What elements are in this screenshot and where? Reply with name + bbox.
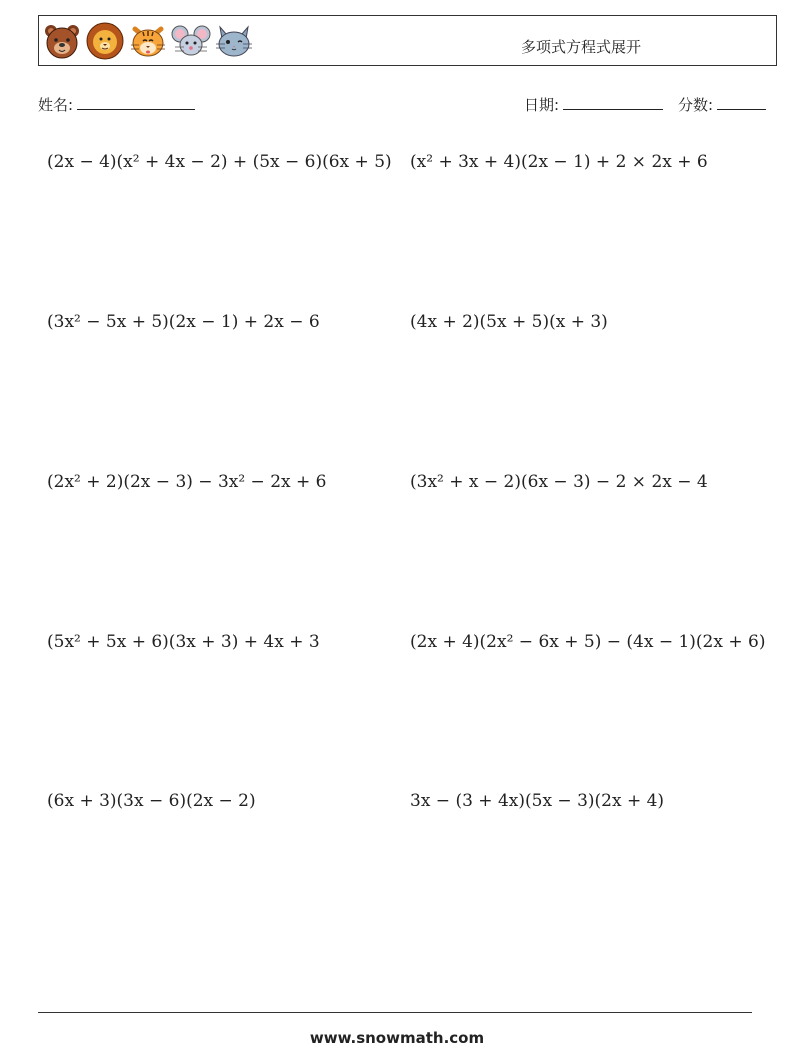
score-label: 分数: [678,96,714,114]
problem-4: (4x + 2)(5x + 5)(x + 3) [410,312,608,332]
footer-divider [38,1012,752,1013]
date-line[interactable] [563,95,663,110]
bear-icon [42,21,82,61]
worksheet-title: 多项式方程式展开 [521,38,642,56]
problem-2: (x² + 3x + 4)(2x − 1) + 2 × 2x + 6 [410,152,708,172]
problem-3: (3x² − 5x + 5)(2x − 1) + 2x − 6 [47,312,320,332]
problem-6: (3x² + x − 2)(6x − 3) − 2 × 2x − 4 [410,472,708,492]
score-line[interactable] [717,95,766,110]
problem-7: (5x² + 5x + 6)(3x + 3) + 4x + 3 [47,632,320,652]
problem-8: (2x + 4)(2x² − 6x + 5) − (4x − 1)(2x + 6) [410,632,766,652]
name-line[interactable] [77,95,195,110]
problem-1: (2x − 4)(x² + 4x − 2) + (5x − 6)(6x + 5) [47,152,392,172]
worksheet-header [38,15,777,66]
footer-url[interactable]: www.snowmath.com [309,1029,485,1047]
cat-icon [214,21,254,61]
problem-10: 3x − (3 + 4x)(5x − 3)(2x + 4) [410,791,665,811]
animal-icons [42,21,254,61]
date-field [524,94,663,115]
problem-9: (6x + 3)(3x − 6)(2x − 2) [47,791,256,811]
tiger-icon [128,21,168,61]
name-label: 姓名: [38,96,74,114]
problem-5: (2x² + 2)(2x − 3) − 3x² − 2x + 6 [47,472,327,492]
mouse-icon [171,21,211,61]
score-field [678,94,766,115]
name-field [38,94,195,115]
date-label: 日期: [524,96,560,114]
lion-icon [85,21,125,61]
